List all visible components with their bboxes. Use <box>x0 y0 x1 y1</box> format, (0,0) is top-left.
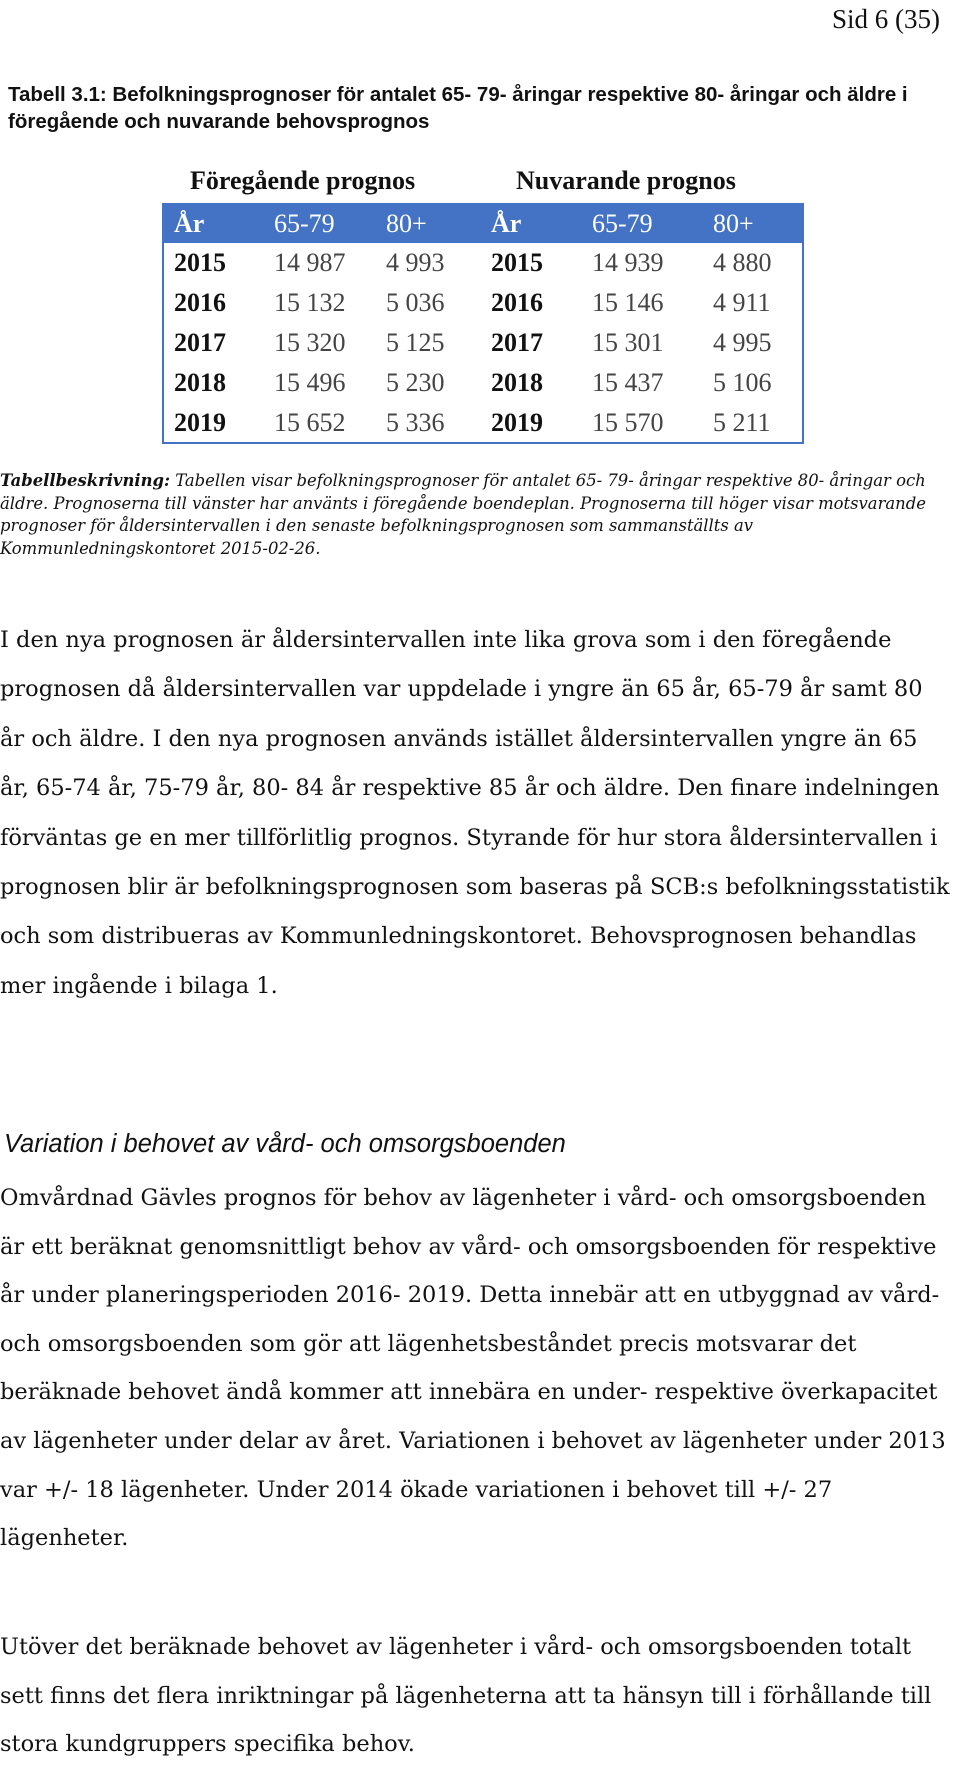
population-forecast-table <box>162 203 804 444</box>
table-row <box>163 403 803 443</box>
body-paragraph-specific-needs: Utöver det beräknade behovet av lägenheter i vård- och omsorgsboenden totalt sett finns det flera inriktningar på lägenheterna att ta hänsyn till i förhållande till stora kundgruppers specifika behov. <box>0 1634 932 1758</box>
cell-value: 15 570 <box>592 407 664 437</box>
current-forecast-header: Nuvarande prognos <box>516 166 736 195</box>
cell-value: 5 211 <box>713 407 771 437</box>
cell-year: 2015 <box>491 248 543 277</box>
cell-year: 2018 <box>491 368 543 397</box>
table-row <box>163 363 803 403</box>
cell-value: 4 993 <box>386 248 445 277</box>
cell-value: 15 132 <box>274 288 346 317</box>
cell-value: 15 146 <box>592 288 664 317</box>
column-header-80plus-previous: 80+ <box>386 209 427 238</box>
cell-year: 2017 <box>491 328 543 357</box>
cell-value: 15 437 <box>592 368 664 397</box>
cell-value: 5 336 <box>386 407 445 437</box>
column-header-80plus-current: 80+ <box>713 209 754 238</box>
cell-value: 5 230 <box>386 368 445 397</box>
cell-year: 2019 <box>491 407 543 437</box>
cell-year: 2016 <box>174 288 226 317</box>
cell-value: 14 987 <box>274 248 346 277</box>
cell-value: 4 995 <box>713 328 772 357</box>
page-number: Sid 6 (35) <box>832 4 940 34</box>
cell-value: 4 911 <box>713 288 771 317</box>
body-paragraph-variation: Omvårdnad Gävles prognos för behov av lägenheter i vård- och omsorgsboenden är ett beräknat genomsnittligt behov av vård- och omsorgsboenden för respektive år under planeringsperioden 2016- 2019. Detta innebär att en utbyggnad av vård- och omsorgsboenden som gör att lägenhetsbeståndet precis motsvarar det beräknade behovet ändå kommer att innebära en under- respektive överkapacitet av lägenheter under delar av året. Variationen i behovet av lägenheter under 2013 var +/- 18 lägenheter. Under 2014 ökade variationen i behovet till +/- 27 lägenheter. <box>0 1185 946 1552</box>
cell-year: 2016 <box>491 288 543 317</box>
body-paragraph-age-intervals: I den nya prognosen är åldersintervallen inte lika grova som i den föregående prognosen då åldersintervallen var uppdelade i yngre än 65 år, 65-79 år samt 80 år och äldre. I den nya prognosen används istället åldersintervallen yngre än 65 år, 65-74 år, 75-79 år, 80- 84 år respektive 85 år och äldre. Den finare indelningen förväntas ge en mer tillförlitlig prognos. Styrande för hur stora åldersintervallen i prognosen blir är befolkningsprognosen som baseras på SCB:s befolkningsstatistik och som distribueras av Kommunledningskontoret. Behovsprognosen behandlas mer ingående i bilaga 1. <box>0 627 950 999</box>
previous-forecast-header: Föregående prognos <box>190 166 416 195</box>
cell-value: 5 106 <box>713 368 772 397</box>
cell-value: 15 301 <box>592 328 664 357</box>
cell-value: 15 652 <box>274 407 346 437</box>
cell-value: 15 496 <box>274 368 346 397</box>
cell-value: 4 880 <box>713 248 772 277</box>
cell-value: 15 320 <box>274 328 346 357</box>
cell-year: 2015 <box>174 248 226 277</box>
column-header-year-previous: År <box>174 209 205 238</box>
cell-value: 14 939 <box>592 248 664 277</box>
column-header-65-79-previous: 65-79 <box>274 209 335 238</box>
cell-year: 2018 <box>174 368 226 397</box>
table-row <box>163 243 803 283</box>
section-heading: Variation i behovet av vård- och omsorgsboenden <box>4 1130 566 1158</box>
cell-value: 5 036 <box>386 288 445 317</box>
table-header-row <box>163 204 803 243</box>
table-row <box>163 283 803 323</box>
column-header-65-79-current: 65-79 <box>592 209 653 238</box>
table-description-text: Tabellen visar befolkningsprognoser för antalet 65- 79- åringar respektive 80- åringar och äldre. Prognoserna till vänster har använts i föregående boendeplan. Prognoserna till höger visar motsvarande prognoser för åldersintervallen i den senaste befolkningsprognosen som sammanställts av Kommunledningskontoret 2015-02-26. <box>0 471 926 558</box>
cell-value: 5 125 <box>386 328 445 357</box>
table-description <box>0 470 950 560</box>
table-row <box>163 323 803 363</box>
column-header-year-current: År <box>491 209 522 238</box>
cell-year: 2017 <box>174 328 226 357</box>
table-description-lead: Tabellbeskrivning: <box>0 471 171 490</box>
table-caption: Tabell 3.1: Befolkningsprognoser för antalet 65- 79- åringar respektive 80- åringar och äldre i föregående och nuvarande behovsprognos <box>8 83 908 133</box>
cell-year: 2019 <box>174 407 226 437</box>
